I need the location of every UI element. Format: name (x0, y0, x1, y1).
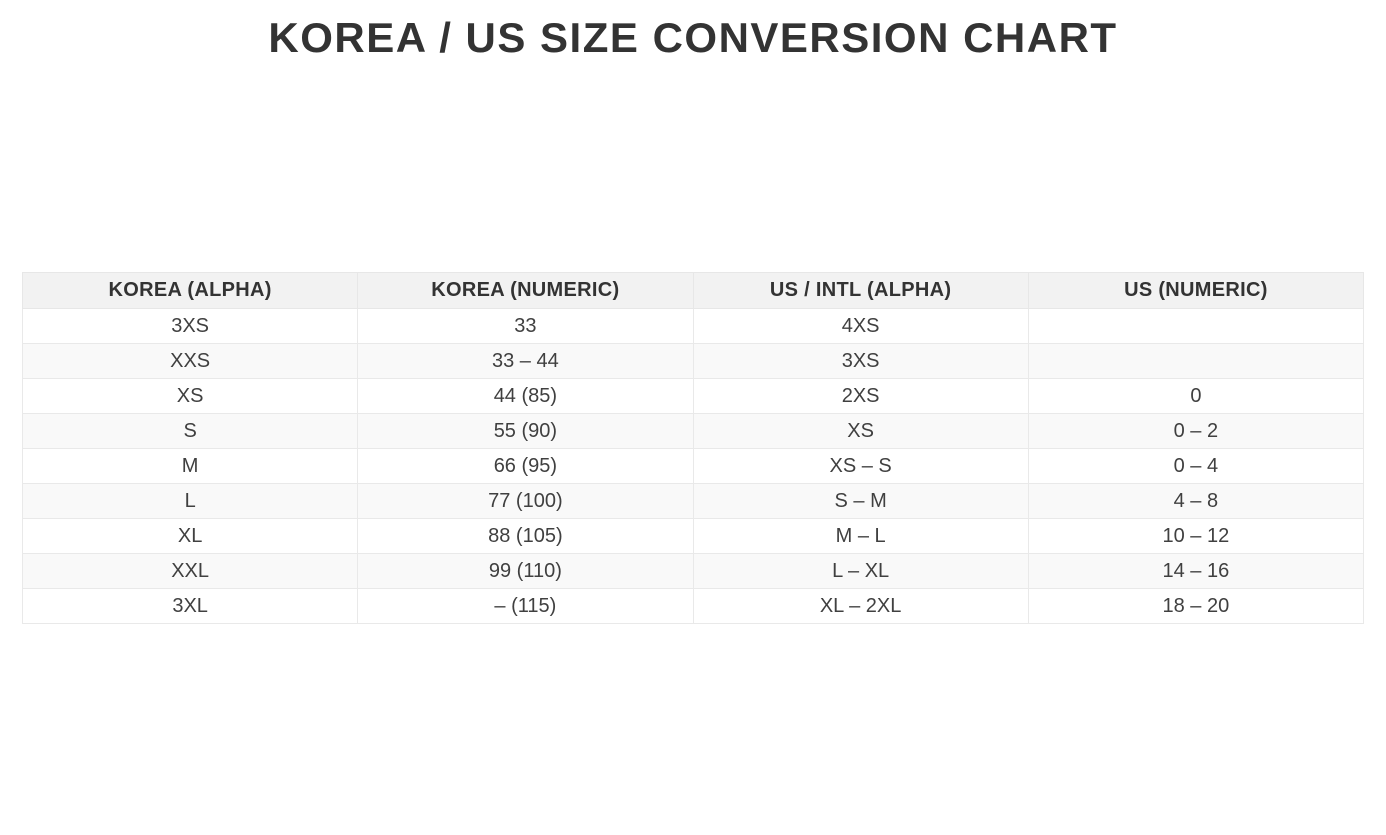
table-row (23, 379, 1364, 414)
table-cell: 3XS (23, 309, 358, 344)
table-cell: 4XS (693, 309, 1028, 344)
table-cell (1028, 309, 1363, 344)
table-cell: XL (23, 519, 358, 554)
table-cell: 4 – 8 (1028, 484, 1363, 519)
table-cell: 44 (85) (358, 379, 693, 414)
table-cell: 0 – 4 (1028, 449, 1363, 484)
table-row (23, 519, 1364, 554)
table-cell: 66 (95) (358, 449, 693, 484)
table-cell: 0 (1028, 379, 1363, 414)
table-cell: 3XL (23, 589, 358, 624)
table-cell: 18 – 20 (1028, 589, 1363, 624)
table-cell: XS (23, 379, 358, 414)
table-cell: S – M (693, 484, 1028, 519)
table-cell: 2XS (693, 379, 1028, 414)
table-row (23, 449, 1364, 484)
page-title: KOREA / US SIZE CONVERSION CHART (268, 14, 1118, 61)
table-cell: XXS (23, 344, 358, 379)
table-cell: 55 (90) (358, 414, 693, 449)
table-cell: 3XS (693, 344, 1028, 379)
table-cell: XL – 2XL (693, 589, 1028, 624)
table-row (23, 414, 1364, 449)
table-body (23, 309, 1364, 624)
table-cell: XXL (23, 554, 358, 589)
table-cell: L – XL (693, 554, 1028, 589)
table-cell: 33 (358, 309, 693, 344)
table-cell: M – L (693, 519, 1028, 554)
table-header (23, 273, 1364, 309)
table-header-row (23, 273, 1364, 309)
table-cell: 99 (110) (358, 554, 693, 589)
table-cell: S (23, 414, 358, 449)
column-header: KOREA (ALPHA) (23, 273, 358, 309)
table-cell: – (115) (358, 589, 693, 624)
table-row (23, 554, 1364, 589)
table-cell: 77 (100) (358, 484, 693, 519)
column-header: US (NUMERIC) (1028, 273, 1363, 309)
table-cell: M (23, 449, 358, 484)
size-conversion-table-container (22, 272, 1364, 624)
table-row (23, 484, 1364, 519)
table-row (23, 309, 1364, 344)
table-cell: L (23, 484, 358, 519)
table-cell: 33 – 44 (358, 344, 693, 379)
table-cell: 14 – 16 (1028, 554, 1363, 589)
size-conversion-table (22, 272, 1364, 624)
table-cell (1028, 344, 1363, 379)
table-cell: 10 – 12 (1028, 519, 1363, 554)
table-row (23, 344, 1364, 379)
table-cell: XS – S (693, 449, 1028, 484)
column-header: KOREA (NUMERIC) (358, 273, 693, 309)
table-cell: 88 (105) (358, 519, 693, 554)
table-cell: XS (693, 414, 1028, 449)
table-cell: 0 – 2 (1028, 414, 1363, 449)
column-header: US / INTL (ALPHA) (693, 273, 1028, 309)
table-row (23, 589, 1364, 624)
